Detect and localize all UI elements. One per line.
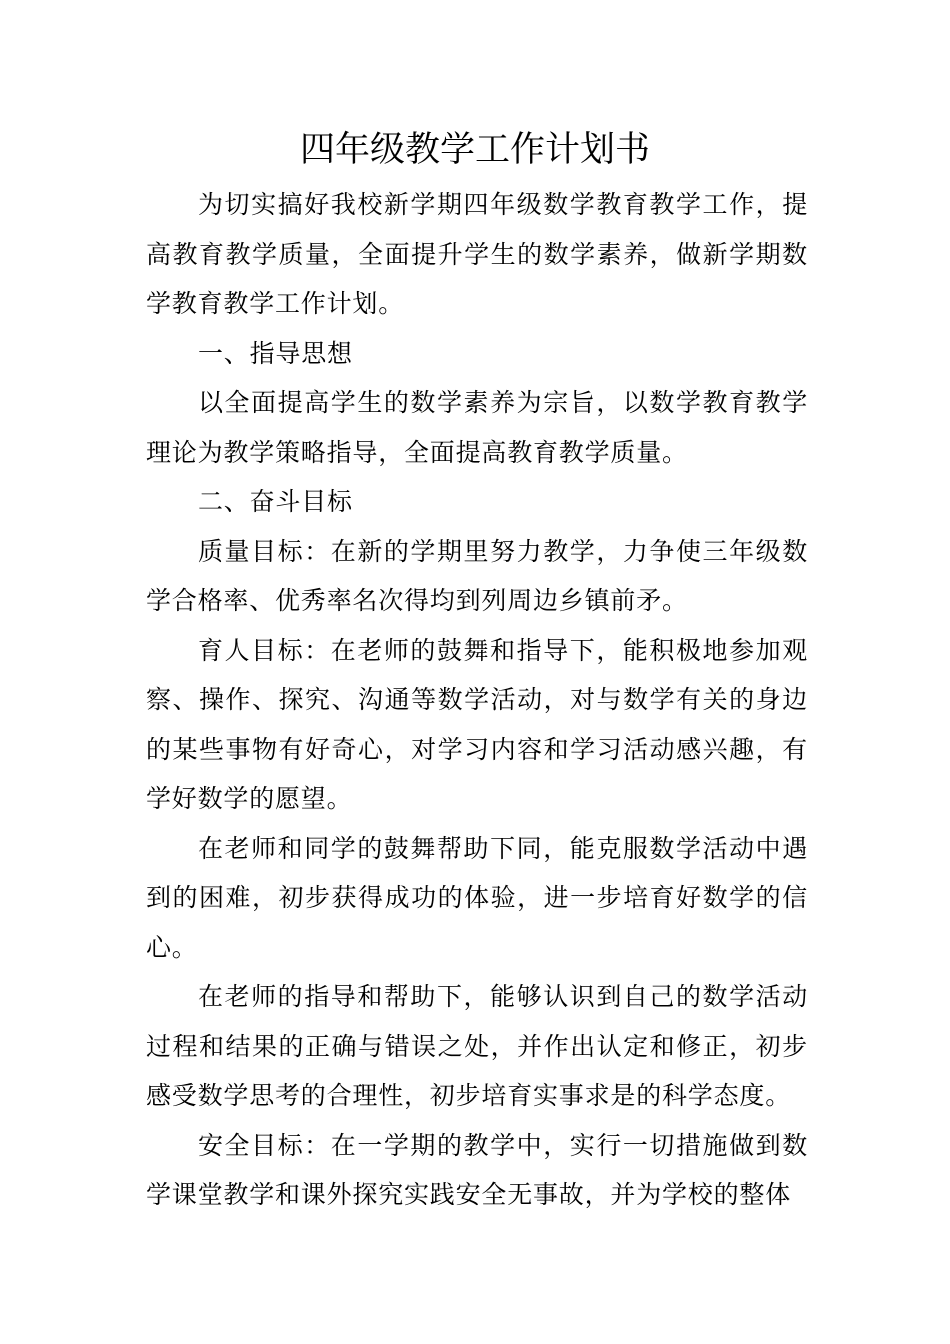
paragraph-safety-goal: 安全目标：在一学期的教学中，实行一切措施做到数学课堂教学和课外探究实践安全无事故，并为学校的整体 [146, 1130, 808, 1209]
document-title: 四年级教学工作计划书 [299, 130, 650, 170]
paragraph-intro: 为切实搞好我校新学期四年级数学教育教学工作，提高教育教学质量，全面提升学生的数学素养，做新学期数学教育教学工作计划。 [146, 190, 808, 318]
paragraph-confidence: 在老师和同学的鼓舞帮助下同，能克服数学活动中遇到的困难，初步获得成功的体验，进一步培育好数学的信心。 [146, 833, 808, 962]
section-heading-goals: 二、奋斗目标 [198, 487, 353, 516]
paragraph-quality-goal: 质量目标：在新的学期里努力教学，力争使三年级数学合格率、优秀率名次得均到列周边乡镇前矛。 [146, 536, 808, 615]
paragraph-education-goal: 育人目标：在老师的鼓舞和指导下，能积极地参加观察、操作、探究、沟通等数学活动，对与数学有关的身边的某些事物有好奇心，对学习内容和学习活动感兴趣，有学好数学的愿望。 [146, 635, 808, 813]
paragraph-scientific-attitude: 在老师的指导和帮助下，能够认识到自己的数学活动过程和结果的正确与错误之处，并作出认定和修正，初步感受数学思考的合理性，初步培育实事求是的科学态度。 [146, 982, 808, 1110]
paragraph-guiding-ideology: 以全面提高学生的数学素养为宗旨，以数学教育教学理论为教学策略指导，全面提高教育教学质量。 [146, 388, 808, 467]
section-heading-guiding-ideology: 一、指导思想 [198, 338, 353, 368]
document-body [146, 180, 808, 1220]
